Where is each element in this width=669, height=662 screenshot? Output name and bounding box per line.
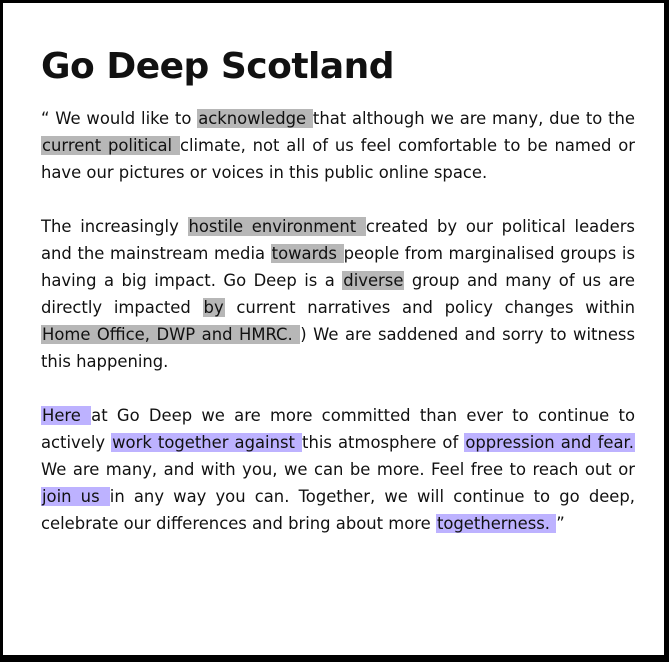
statement-content <box>41 41 635 564</box>
text-segment: this atmosphere of <box>302 433 465 452</box>
text-segment: group and many of us are directly impacted <box>41 271 635 317</box>
paragraph-2 <box>41 213 635 375</box>
highlighted-phrase: join us <box>42 487 109 506</box>
highlighted-phrase: towards <box>271 244 343 263</box>
paragraph-1 <box>41 105 635 186</box>
highlighted-phrase: Here <box>42 406 91 425</box>
highlighted-phrase: togetherness. <box>436 514 556 533</box>
highlighted-phrase: diverse <box>343 271 404 290</box>
statement-body <box>41 105 635 537</box>
text-segment: created by our political leaders and the mainstream media <box>41 217 635 263</box>
highlighted-phrase: hostile environment <box>188 217 365 236</box>
text-segment: The increasingly <box>41 217 188 236</box>
highlighted-phrase: work together against <box>112 433 302 452</box>
highlighted-phrase: acknowledge <box>198 109 312 128</box>
text-segment: in any way you can. Together, we will continue to go deep, celebrate our differences and bring about more <box>41 487 636 533</box>
text-segment: people from marginalised groups is having a big impact. Go Deep is a <box>41 244 635 290</box>
paragraph-3 <box>41 402 635 537</box>
text-segment: “ We would like to <box>41 109 198 128</box>
highlighted-phrase: by <box>203 298 224 317</box>
text-segment: that although we are many, due to the <box>312 109 635 128</box>
text-segment: current narratives and policy changes within <box>224 298 635 317</box>
text-segment: ” <box>556 514 565 533</box>
highlighted-phrase: Home Office, DWP and HMRC. <box>42 325 300 344</box>
highlighted-phrase: oppression and fear. <box>465 433 634 452</box>
highlighted-phrase: current political <box>42 136 179 155</box>
text-segment: climate, not all of us feel comfortable to be named or have our pictures or voices in this public online space. <box>41 136 635 182</box>
text-segment: ) We are saddened and sorry to witness this happening. <box>41 325 635 371</box>
text-segment: We are many, and with you, we can be more. Feel free to reach out or <box>41 460 635 479</box>
page-title: Go Deep Scotland <box>41 46 395 87</box>
text-segment: at Go Deep we are more committed than ever to continue to actively <box>41 406 635 452</box>
